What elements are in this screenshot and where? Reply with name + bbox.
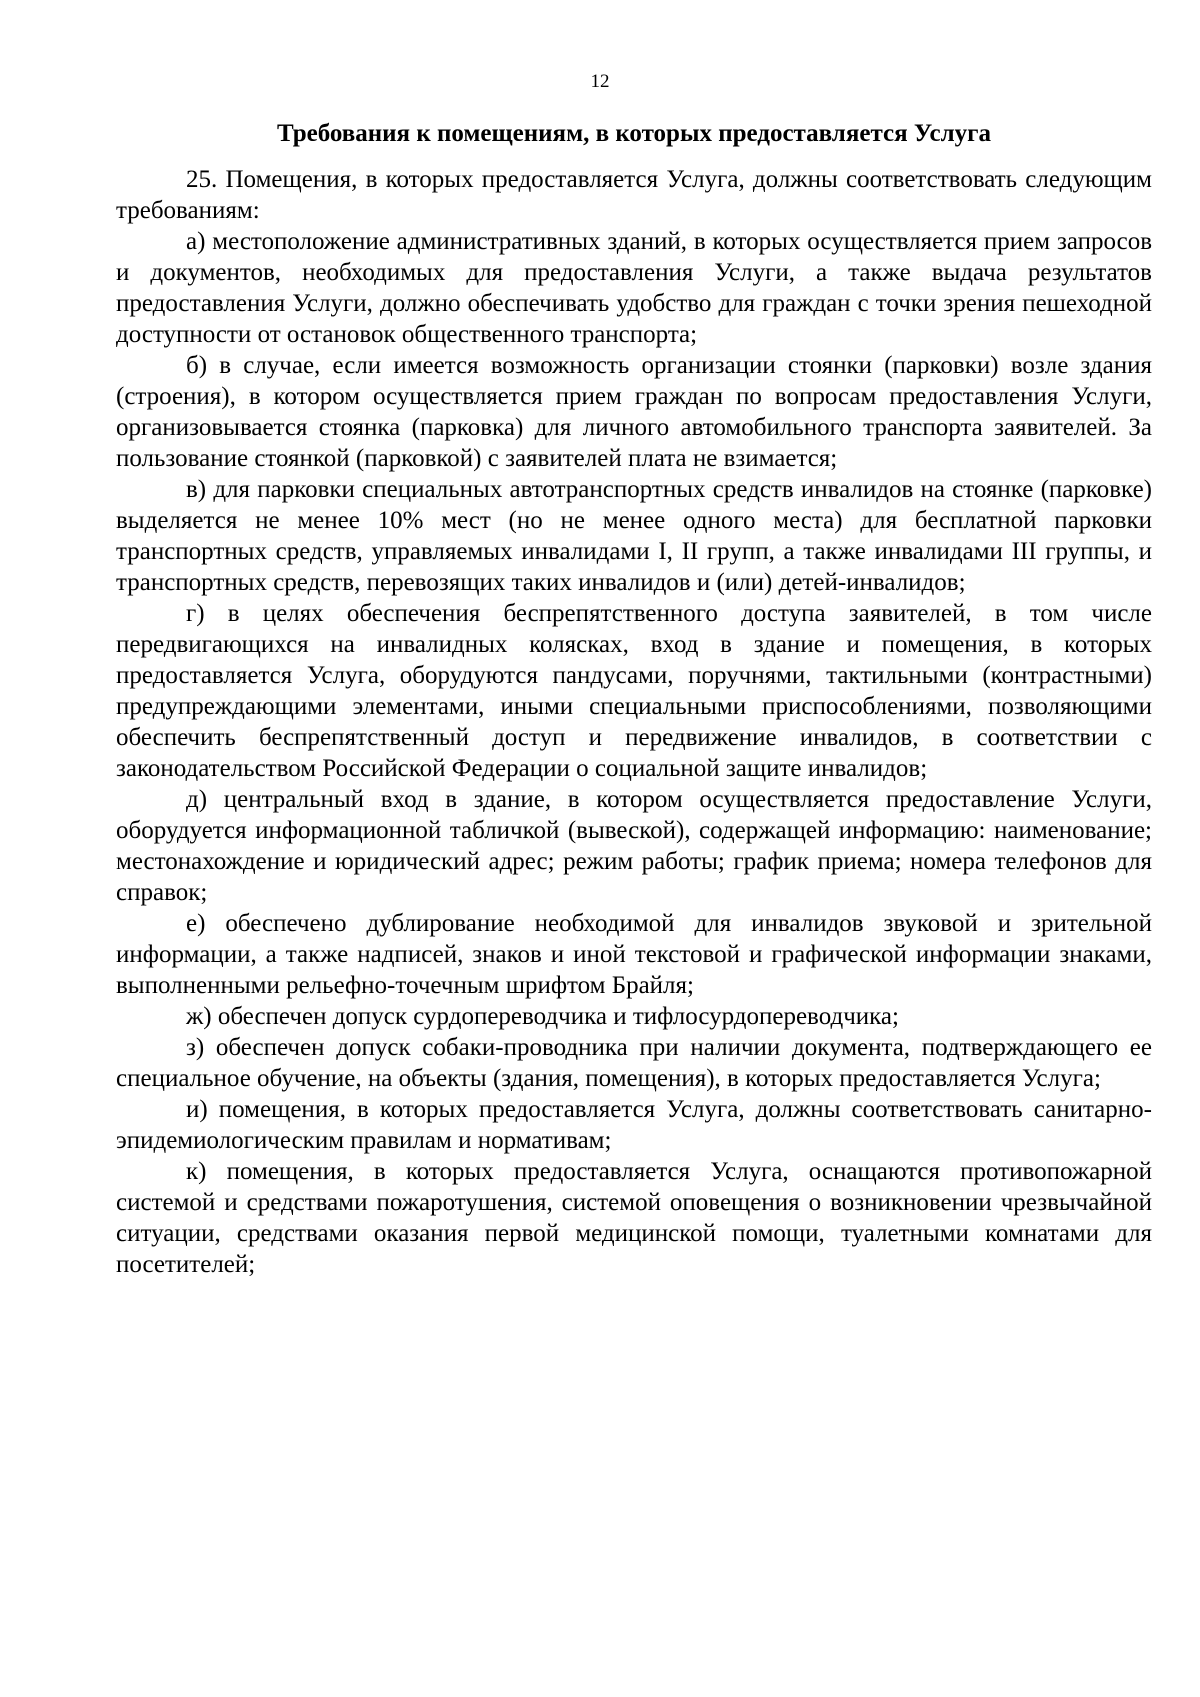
paragraph-g: г) в целях обеспечения беспрепятственного доступа заявителей, в том числе передвигающихся на инвалидных колясках, вход в здание и помещения, в которых предоставляется Услуга, оборудуются пандусами, поручнями, тактильными (контрастными) предупреждающими элементами, иными специальными приспособлениями, позволяющими обеспечить беспрепятственный доступ и передвижение инвалидов, в соответствии с законодательством Российской Федерации о социальной защите инвалидов; [116, 600, 1152, 782]
paragraph-z: з) обеспечен допуск собаки-проводника при наличии документа, подтверждающего ее специальное обучение, на объекты (здания, помещения), в которых предоставляется Услуга; [116, 1034, 1152, 1092]
paragraph-k: к) помещения, в которых предоставляется Услуга, оснащаются противопожарной системой и средствами пожаротушения, системой оповещения о возникновении чрезвычайной ситуации, средствами оказания первой медицинской помощи, туалетными комнатами для посетителей; [116, 1158, 1152, 1278]
paragraph-b: б) в случае, если имеется возможность организации стоянки (парковки) возле здания (строения), в котором осуществляется прием граждан по вопросам предоставления Услуги, организовывается стоянка (парковка) для личного автомобильного транспорта заявителей. За пользование стоянкой (парковкой) с заявителей плата не взимается; [116, 352, 1152, 472]
paragraph-e: е) обеспечено дублирование необходимой для инвалидов звуковой и зрительной информации, а также надписей, знаков и иной текстовой и графической информации знаками, выполненными рельефно-точечным шрифтом Брайля; [116, 910, 1152, 999]
paragraph-25: 25. Помещения, в которых предоставляется Услуга, должны соответствовать следующим требованиям: [116, 166, 1152, 224]
paragraph-v: в) для парковки специальных автотранспортных средств инвалидов на стоянке (парковке) выделяется не менее 10% мест (но не менее одного места) для бесплатной парковки транспортных средств, управляемых инвалидами I, II групп, а также инвалидами III группы, и транспортных средств, перевозящих таких инвалидов и (или) детей-инвалидов; [116, 476, 1152, 596]
section-heading: Требования к помещениям, в которых предоставляется Услуга [276, 120, 992, 147]
paragraph-zh: ж) обеспечен допуск сурдопереводчика и тифлосурдопереводчика; [186, 1003, 899, 1030]
paragraph-a: а) местоположение административных зданий, в которых осуществляется прием запросов и документов, необходимых для предоставления Услуги, а также выдача результатов предоставления Услуги, должно обеспечивать удобство для граждан с точки зрения пешеходной доступности от остановок общественного транспорта; [116, 228, 1152, 348]
paragraph-d: д) центральный вход в здание, в котором осуществляется предоставление Услуги, оборудуется информационной табличкой (вывеской), содержащей информацию: наименование; местонахождение и юридический адрес; режим работы; график приема; номера телефонов для справок; [116, 786, 1152, 906]
paragraph-i: и) помещения, в которых предоставляется Услуга, должны соответствовать санитарно-эпидемиологическим правилам и нормативам; [116, 1096, 1152, 1154]
section-body [116, 164, 1152, 1280]
page-number: 12 [590, 71, 610, 92]
